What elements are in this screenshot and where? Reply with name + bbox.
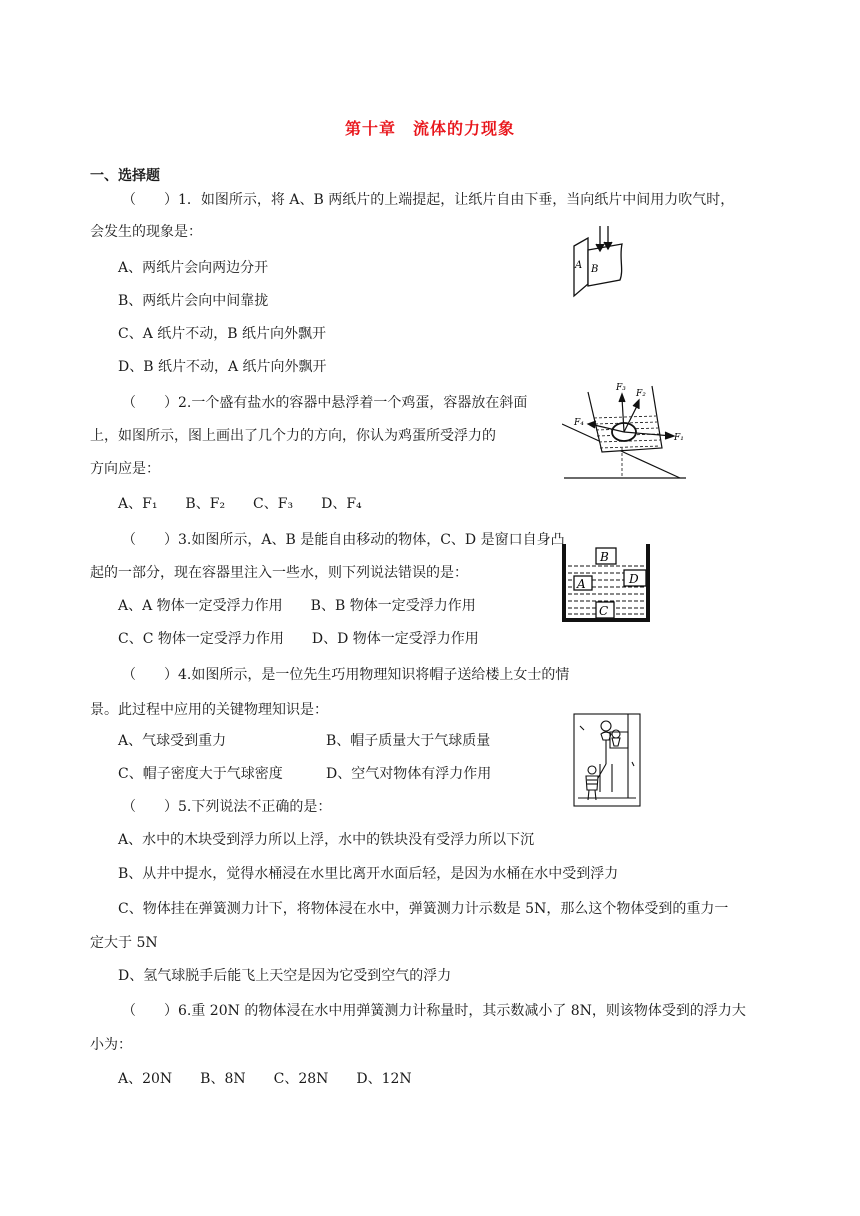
q4-option-c: C、帽子密度大于气球密度 bbox=[118, 766, 283, 782]
page-title: 第十章 流体的力现象 bbox=[344, 119, 515, 138]
q4-option-b: B、帽子质量大于气球质量 bbox=[326, 733, 491, 749]
egg-container-figure bbox=[562, 378, 688, 482]
q1-option-a: A、两纸片会向两边分开 bbox=[118, 260, 269, 276]
tank-label-c: C bbox=[599, 604, 609, 618]
q3-options-ab: A、A 物体一定受浮力作用 B、B 物体一定受浮力作用 bbox=[118, 598, 476, 614]
force-label-f4: F₄ bbox=[574, 418, 584, 428]
paper-label-b: B bbox=[591, 264, 599, 275]
q1-stem-line2: 会发生的现象是： bbox=[90, 224, 202, 240]
paper-label-a: A bbox=[575, 260, 583, 271]
section-heading: 一、选择题 bbox=[90, 168, 160, 184]
q4-stem-line2: 景。此过程中应用的关键物理知识是： bbox=[90, 702, 328, 718]
q1-option-d: D、B 纸片不动，A 纸片向外飘开 bbox=[118, 359, 327, 375]
q1-option-c: C、A 纸片不动，B 纸片向外飘开 bbox=[118, 326, 327, 342]
q5-option-d: D、氢气球脱手后能飞上天空是因为它受到空气的浮力 bbox=[118, 968, 452, 984]
q5-option-c-line2: 定大于 5N bbox=[90, 935, 158, 951]
q6-stem-line1: （ ）6.重 20N 的物体浸在水中用弹簧测力计称量时，其示数减小了 8N，则该物体受到的浮力大 bbox=[122, 1003, 746, 1019]
balloon-hat-cartoon bbox=[572, 712, 642, 808]
q1-stem-line1: （ ）1．如图所示，将 A、B 两纸片的上端提起，让纸片自由下垂，当向纸片中间用力吹气时， bbox=[122, 192, 735, 208]
q2-stem-line3: 方向应是： bbox=[90, 461, 160, 477]
tank-label-d: D bbox=[629, 572, 639, 586]
q2-stem-line2: 上，如图所示，图上画出了几个力的方向，你认为鸡蛋所受浮力的 bbox=[90, 428, 496, 444]
q5-stem: （ ）5.下列说法不正确的是： bbox=[122, 799, 332, 815]
water-tank-figure bbox=[558, 542, 654, 624]
q5-option-b: B、从井中提水，觉得水桶浸在水里比离开水面后轻，是因为水桶在水中受到浮力 bbox=[118, 866, 619, 882]
q4-option-a: A、气球受到重力 bbox=[118, 733, 227, 749]
q6-stem-line2: 小为： bbox=[90, 1037, 132, 1053]
q4-option-d: D、空气对物体有浮力作用 bbox=[326, 766, 492, 782]
tank-label-b: B bbox=[600, 550, 609, 564]
paper-sheets-figure bbox=[566, 224, 638, 300]
q5-option-c-line1: C、物体挂在弹簧测力计下，将物体浸在水中，弹簧测力计示数是 5N，那么这个物体受到的重力一 bbox=[118, 901, 729, 917]
q5-option-a: A、水中的木块受到浮力所以上浮，水中的铁块没有受浮力所以下沉 bbox=[118, 832, 535, 848]
q6-options: A、20N B、8N C、28N D、12N bbox=[118, 1071, 412, 1087]
q2-options: A、F₁ B、F₂ C、F₃ D、F₄ bbox=[118, 496, 362, 512]
q4-stem-line1: （ ）4.如图所示，是一位先生巧用物理知识将帽子送给楼上女士的情 bbox=[122, 667, 570, 683]
q3-stem-line1: （ ）3.如图所示，A、B 是能自由移动的物体，C、D 是窗口自身凸 bbox=[122, 532, 565, 548]
q3-stem-line2: 起的一部分，现在容器里注入一些水，则下列说法错误的是： bbox=[90, 565, 468, 581]
force-label-f1: F₁ bbox=[674, 433, 684, 443]
q1-option-b: B、两纸片会向中间靠拢 bbox=[118, 293, 269, 309]
force-label-f3: F₃ bbox=[616, 383, 626, 393]
force-label-f2: F₂ bbox=[636, 389, 646, 399]
q3-options-cd: C、C 物体一定受浮力作用 D、D 物体一定受浮力作用 bbox=[118, 631, 479, 647]
tank-label-a: A bbox=[577, 577, 586, 591]
q2-stem-line1: （ ）2.一个盛有盐水的容器中悬浮着一个鸡蛋，容器放在斜面 bbox=[122, 395, 528, 411]
